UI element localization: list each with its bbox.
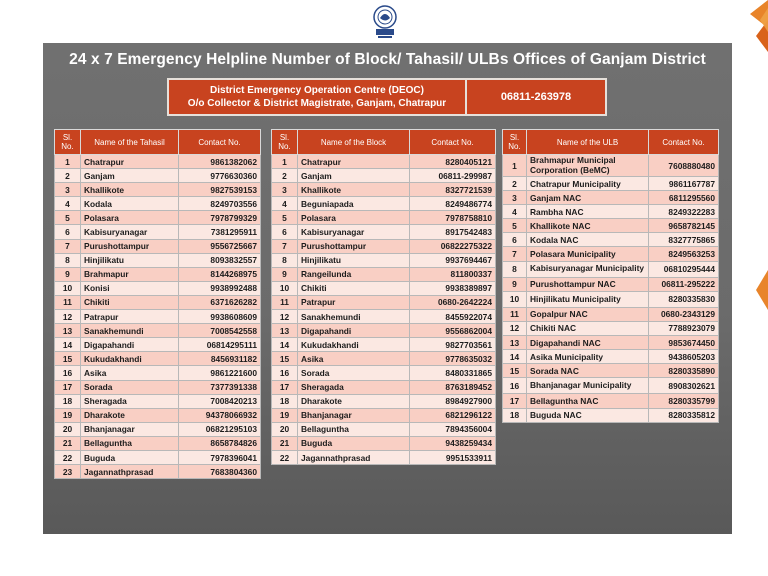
- row-name: Gopalpur NAC: [527, 307, 649, 321]
- row-contact: 8480331865: [410, 366, 496, 380]
- row-contact: 9938608609: [179, 310, 261, 324]
- row-sl: 19: [272, 408, 298, 422]
- table-row: [503, 291, 719, 307]
- row-contact: 8917542483: [410, 225, 496, 239]
- table-row: [55, 394, 261, 408]
- row-contact: 8456931182: [179, 352, 261, 366]
- table-row: [55, 169, 261, 183]
- table-row: [55, 281, 261, 295]
- row-contact: 9556725667: [179, 239, 261, 253]
- row-contact: 8280335830: [649, 291, 719, 307]
- table-row: [272, 436, 496, 450]
- row-name: Brahmapur: [81, 267, 179, 281]
- row-name: Hinjilikatu Municipality: [527, 291, 649, 307]
- row-sl: 20: [272, 422, 298, 436]
- table-row: [272, 183, 496, 197]
- tahasil-table: [54, 129, 261, 479]
- row-contact: 811800337: [410, 267, 496, 281]
- row-sl: 6: [503, 233, 527, 247]
- row-name: Ganjam: [81, 169, 179, 183]
- row-contact: 8249703556: [179, 197, 261, 211]
- row-name: Purushottampur: [81, 239, 179, 253]
- corner-decoration: [738, 0, 768, 60]
- row-name: Polasara: [298, 211, 410, 225]
- row-sl: 22: [272, 450, 298, 464]
- table-row: [272, 366, 496, 380]
- row-sl: 5: [55, 211, 81, 225]
- row-sl: 17: [55, 380, 81, 394]
- table-row: [55, 183, 261, 197]
- row-name: Buguda: [298, 436, 410, 450]
- table-row: [55, 408, 261, 422]
- row-contact: 9778635032: [410, 352, 496, 366]
- table-row: [55, 310, 261, 324]
- row-sl: 10: [55, 281, 81, 295]
- row-sl: 18: [272, 394, 298, 408]
- row-sl: 14: [272, 338, 298, 352]
- row-sl: 5: [503, 219, 527, 233]
- table-row: [55, 380, 261, 394]
- row-name: Ganjam: [298, 169, 410, 183]
- row-contact: 9937694467: [410, 253, 496, 267]
- row-sl: 14: [503, 350, 527, 364]
- table-row: [55, 295, 261, 309]
- row-name: Asika: [298, 352, 410, 366]
- table-row: [55, 239, 261, 253]
- table-row: [55, 324, 261, 338]
- row-contact: 9438259434: [410, 436, 496, 450]
- row-contact: 8908302621: [649, 378, 719, 394]
- row-contact: 06822275322: [410, 239, 496, 253]
- table-row: [272, 310, 496, 324]
- row-name: Beguniapada: [298, 197, 410, 211]
- row-contact: 7788923079: [649, 321, 719, 335]
- col-sl: Sl. No.: [272, 130, 298, 155]
- table-row: [503, 155, 719, 177]
- row-sl: 18: [503, 408, 527, 422]
- ulb-table: [502, 129, 719, 423]
- table-row: [272, 394, 496, 408]
- row-contact: 7377391338: [179, 380, 261, 394]
- table-row: [55, 366, 261, 380]
- table-row: [55, 267, 261, 281]
- row-name: Chatrapur Municipality: [527, 177, 649, 191]
- table-row: [55, 465, 261, 479]
- row-name: Sheragada: [81, 394, 179, 408]
- table-row: [272, 155, 496, 169]
- row-contact: 9556862004: [410, 324, 496, 338]
- row-name: Kabisuryanagar: [298, 225, 410, 239]
- row-name: Jagannathprasad: [81, 465, 179, 479]
- row-name: Rangeilunda: [298, 267, 410, 281]
- row-name: Polasara Municipality: [527, 247, 649, 261]
- row-contact: 06814295111: [179, 338, 261, 352]
- table-row: [503, 247, 719, 261]
- row-sl: 7: [55, 239, 81, 253]
- row-name: Bellaguntha NAC: [527, 394, 649, 408]
- col-sl: Sl. No.: [503, 130, 527, 155]
- row-sl: 2: [55, 169, 81, 183]
- row-name: Rambha NAC: [527, 205, 649, 219]
- row-contact: 8327721539: [410, 183, 496, 197]
- row-sl: 4: [503, 205, 527, 219]
- table-row: [503, 233, 719, 247]
- row-sl: 2: [272, 169, 298, 183]
- row-contact: 6371626282: [179, 295, 261, 309]
- table-row: [272, 338, 496, 352]
- col-contact: Contact No.: [179, 130, 261, 155]
- table-row: [503, 394, 719, 408]
- row-name: Sorada: [298, 366, 410, 380]
- table-row: [272, 197, 496, 211]
- row-contact: 8455922074: [410, 310, 496, 324]
- row-sl: 18: [55, 394, 81, 408]
- row-contact: 9658782145: [649, 219, 719, 233]
- table-row: [272, 211, 496, 225]
- row-contact: 8327775865: [649, 233, 719, 247]
- row-sl: 14: [55, 338, 81, 352]
- row-contact: 9853674450: [649, 336, 719, 350]
- row-name: Hinjilikatu: [81, 253, 179, 267]
- table-row: [272, 324, 496, 338]
- table-row: [503, 191, 719, 205]
- row-sl: 17: [272, 380, 298, 394]
- row-sl: 8: [55, 253, 81, 267]
- row-contact: 8093832557: [179, 253, 261, 267]
- row-name: Bhanjanagar Municipality: [527, 378, 649, 394]
- row-sl: 12: [272, 310, 298, 324]
- row-sl: 21: [272, 436, 298, 450]
- row-sl: 9: [272, 267, 298, 281]
- row-name: Kabisuryanagar Municipality: [527, 261, 649, 277]
- row-contact: 8280405121: [410, 155, 496, 169]
- row-contact: 8763189452: [410, 380, 496, 394]
- row-name: Kodala: [81, 197, 179, 211]
- row-name: Polasara: [81, 211, 179, 225]
- row-name: Khallikote: [298, 183, 410, 197]
- row-contact: 7608880480: [649, 155, 719, 177]
- row-name: Jagannathprasad: [298, 450, 410, 464]
- row-sl: 6: [272, 225, 298, 239]
- row-contact: 7978799329: [179, 211, 261, 225]
- table-row: [55, 422, 261, 436]
- row-sl: 13: [55, 324, 81, 338]
- block-table: [271, 129, 496, 465]
- odisha-emblem-icon: [372, 4, 398, 40]
- row-contact: 7008542558: [179, 324, 261, 338]
- deoc-line1: District Emergency Operation Centre (DEOC): [210, 85, 424, 96]
- row-contact: 0680-2642224: [410, 295, 496, 309]
- row-sl: 15: [503, 364, 527, 378]
- row-contact: 8280335799: [649, 394, 719, 408]
- row-sl: 23: [55, 465, 81, 479]
- row-name: Sanakhemundi: [298, 310, 410, 324]
- table-row: [55, 450, 261, 464]
- row-name: Konisi: [81, 281, 179, 295]
- row-contact: 8658784826: [179, 436, 261, 450]
- deoc-line2: O/o Collector & District Magistrate, Ganjam, Chatrapur: [187, 98, 447, 109]
- row-contact: 9827539153: [179, 183, 261, 197]
- table-row: [272, 450, 496, 464]
- table-row: [503, 261, 719, 277]
- row-contact: 8280335890: [649, 364, 719, 378]
- table-row: [272, 239, 496, 253]
- row-contact: 8249563253: [649, 247, 719, 261]
- row-contact: 9438605203: [649, 350, 719, 364]
- col-name: Name of the Tahasil: [81, 130, 179, 155]
- row-contact: 9951533911: [410, 450, 496, 464]
- row-name: Brahmapur Municipal Corporation (BeMC): [527, 155, 649, 177]
- row-sl: 10: [503, 291, 527, 307]
- row-name: Patrapur: [81, 310, 179, 324]
- row-sl: 4: [272, 197, 298, 211]
- row-name: Buguda NAC: [527, 408, 649, 422]
- table-row: [55, 436, 261, 450]
- row-contact: 8280335812: [649, 408, 719, 422]
- row-name: Digapahandi NAC: [527, 336, 649, 350]
- row-sl: 3: [503, 191, 527, 205]
- row-name: Patrapur: [298, 295, 410, 309]
- row-contact: 06810295444: [649, 261, 719, 277]
- row-name: Buguda: [81, 450, 179, 464]
- row-sl: 1: [503, 155, 527, 177]
- row-sl: 6: [55, 225, 81, 239]
- table-row: [272, 169, 496, 183]
- row-contact: 9938389897: [410, 281, 496, 295]
- table-row: [55, 211, 261, 225]
- table-row: [503, 205, 719, 219]
- col-sl: Sl. No.: [55, 130, 81, 155]
- row-sl: 20: [55, 422, 81, 436]
- table-row: [55, 352, 261, 366]
- row-sl: 12: [503, 321, 527, 335]
- table-row: [503, 378, 719, 394]
- row-sl: 10: [272, 281, 298, 295]
- row-sl: 12: [55, 310, 81, 324]
- row-sl: 7: [272, 239, 298, 253]
- row-contact: 06811-295222: [649, 277, 719, 291]
- table-row: [503, 350, 719, 364]
- row-name: Chatrapur: [81, 155, 179, 169]
- row-contact: 0680-2343129: [649, 307, 719, 321]
- deoc-box: [167, 78, 607, 116]
- table-row: [503, 219, 719, 233]
- table-row: [272, 380, 496, 394]
- row-contact: 6811295560: [649, 191, 719, 205]
- table-row: [272, 225, 496, 239]
- row-sl: 4: [55, 197, 81, 211]
- row-name: Kabisuryanagar: [81, 225, 179, 239]
- table-row: [503, 364, 719, 378]
- col-name: Name of the ULB: [527, 130, 649, 155]
- row-sl: 16: [503, 378, 527, 394]
- col-contact: Contact No.: [649, 130, 719, 155]
- row-name: Sheragada: [298, 380, 410, 394]
- row-contact: 8249322283: [649, 205, 719, 219]
- table-row: [55, 253, 261, 267]
- row-sl: 15: [55, 352, 81, 366]
- row-name: Chikiti: [298, 281, 410, 295]
- row-name: Purushottampur: [298, 239, 410, 253]
- table-row: [272, 408, 496, 422]
- table-row: [55, 155, 261, 169]
- row-sl: 19: [55, 408, 81, 422]
- row-sl: 21: [55, 436, 81, 450]
- table-row: [55, 225, 261, 239]
- table-row: [503, 408, 719, 422]
- row-name: Bhanjanagar: [298, 408, 410, 422]
- row-contact: 9861167787: [649, 177, 719, 191]
- row-sl: 22: [55, 450, 81, 464]
- row-name: Bellaguntha: [81, 436, 179, 450]
- row-contact: 8144268975: [179, 267, 261, 281]
- row-sl: 2: [503, 177, 527, 191]
- row-contact: 06821295103: [179, 422, 261, 436]
- row-sl: 16: [55, 366, 81, 380]
- row-name: Sorada NAC: [527, 364, 649, 378]
- row-sl: 3: [272, 183, 298, 197]
- row-contact: 9861382062: [179, 155, 261, 169]
- table-row: [503, 336, 719, 350]
- row-sl: 1: [272, 155, 298, 169]
- row-sl: 5: [272, 211, 298, 225]
- table-row: [272, 281, 496, 295]
- row-sl: 13: [503, 336, 527, 350]
- col-contact: Contact No.: [410, 130, 496, 155]
- row-name: Chatrapur: [298, 155, 410, 169]
- row-name: Kukudakhandi: [298, 338, 410, 352]
- row-name: Khallikote NAC: [527, 219, 649, 233]
- row-name: Asika Municipality: [527, 350, 649, 364]
- row-sl: 9: [503, 277, 527, 291]
- table-row: [503, 277, 719, 291]
- row-contact: 7683804360: [179, 465, 261, 479]
- row-sl: 9: [55, 267, 81, 281]
- row-name: Ganjam NAC: [527, 191, 649, 205]
- row-contact: 06811-299987: [410, 169, 496, 183]
- row-name: Digapahandi: [298, 324, 410, 338]
- table-row: [55, 197, 261, 211]
- row-sl: 3: [55, 183, 81, 197]
- row-sl: 11: [55, 295, 81, 309]
- row-sl: 15: [272, 352, 298, 366]
- row-contact: 6821296122: [410, 408, 496, 422]
- row-sl: 11: [272, 295, 298, 309]
- row-contact: 7008420213: [179, 394, 261, 408]
- row-contact: 8249486774: [410, 197, 496, 211]
- deoc-phone: 06811-263978: [500, 91, 572, 103]
- row-contact: 7381295911: [179, 225, 261, 239]
- row-name: Purushottampur NAC: [527, 277, 649, 291]
- row-contact: 7978396041: [179, 450, 261, 464]
- row-name: Sanakhemundi: [81, 324, 179, 338]
- row-name: Chikiti: [81, 295, 179, 309]
- row-name: Chikiti NAC: [527, 321, 649, 335]
- row-sl: 16: [272, 366, 298, 380]
- row-contact: 94378066932: [179, 408, 261, 422]
- row-contact: 9861221600: [179, 366, 261, 380]
- row-contact: 8984927900: [410, 394, 496, 408]
- row-sl: 17: [503, 394, 527, 408]
- row-name: Dharakote: [81, 408, 179, 422]
- table-row: [272, 253, 496, 267]
- table-row: [272, 352, 496, 366]
- corner-decoration-bottom: [752, 270, 768, 310]
- row-name: Bhanjanagar: [81, 422, 179, 436]
- row-name: Asika: [81, 366, 179, 380]
- row-contact: 7894356004: [410, 422, 496, 436]
- table-row: [55, 338, 261, 352]
- row-name: Bellaguntha: [298, 422, 410, 436]
- table-row: [503, 321, 719, 335]
- row-name: Hinjilikatu: [298, 253, 410, 267]
- row-name: Digapahandi: [81, 338, 179, 352]
- row-sl: 11: [503, 307, 527, 321]
- table-row: [272, 422, 496, 436]
- deoc-name: [169, 80, 467, 114]
- table-row: [503, 177, 719, 191]
- row-contact: 9776630360: [179, 169, 261, 183]
- row-sl: 7: [503, 247, 527, 261]
- page-title: 24 x 7 Emergency Helpline Number of Block/ Tahasil/ ULBs Offices of Ganjam District: [69, 51, 706, 68]
- table-row: [503, 307, 719, 321]
- table-row: [272, 267, 496, 281]
- row-sl: 1: [55, 155, 81, 169]
- row-sl: 8: [272, 253, 298, 267]
- slide: [43, 43, 732, 534]
- row-contact: 9827703561: [410, 338, 496, 352]
- row-contact: 7978758810: [410, 211, 496, 225]
- row-name: Dharakote: [298, 394, 410, 408]
- row-sl: 13: [272, 324, 298, 338]
- row-name: Kukudakhandi: [81, 352, 179, 366]
- table-row: [272, 295, 496, 309]
- row-name: Khallikote: [81, 183, 179, 197]
- row-name: Sorada: [81, 380, 179, 394]
- row-sl: 8: [503, 261, 527, 277]
- row-contact: 9938992488: [179, 281, 261, 295]
- row-name: Kodala NAC: [527, 233, 649, 247]
- col-name: Name of the Block: [298, 130, 410, 155]
